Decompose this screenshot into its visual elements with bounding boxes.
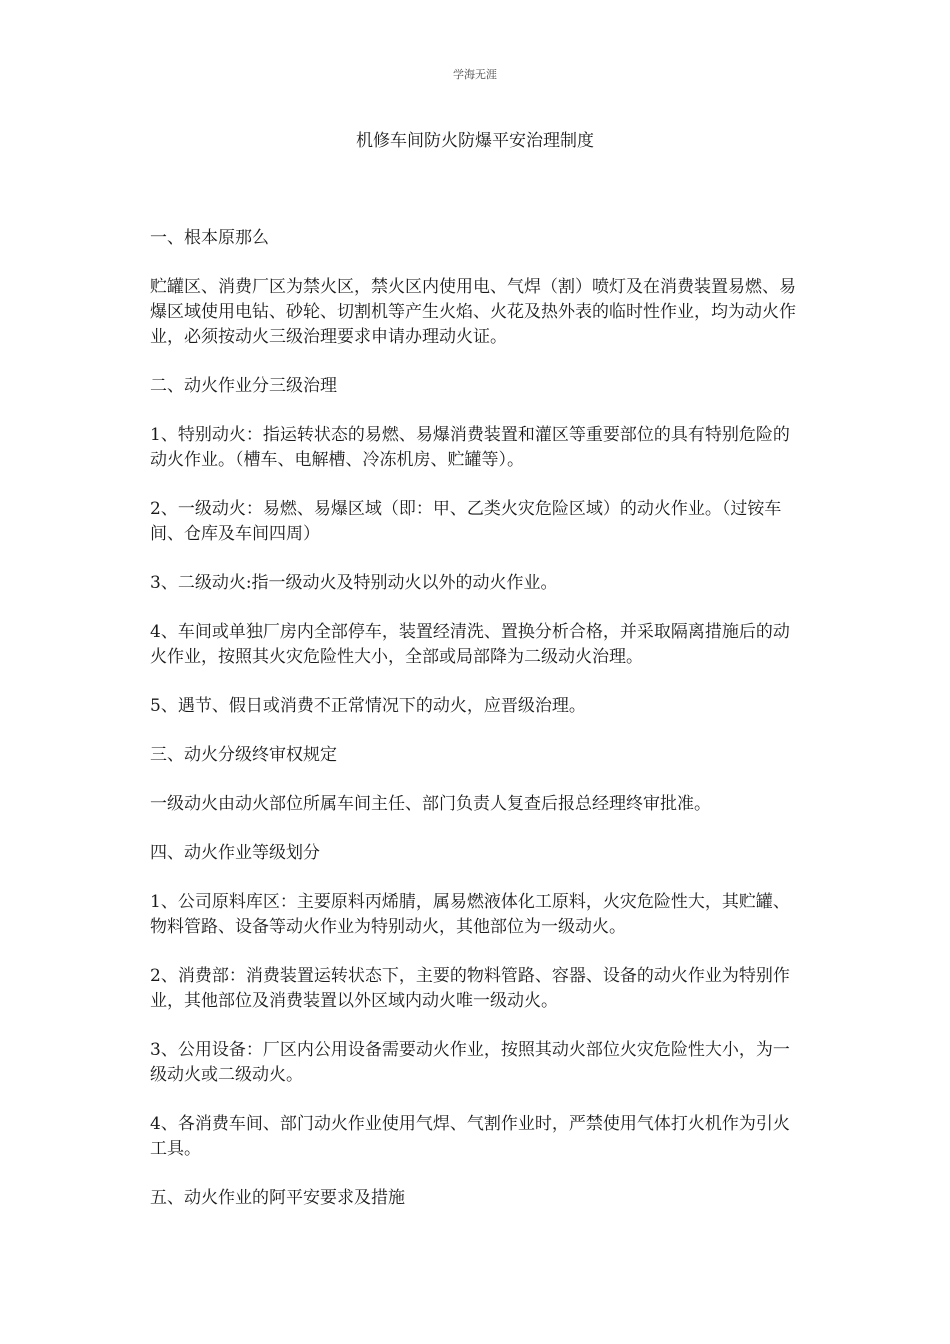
section-heading-3: 三、动火分级终审权规定	[150, 745, 337, 765]
page-header: 学海无涯	[453, 68, 497, 81]
paragraph: 一级动火由动火部位所属车间主任、部门负责人复查后报总经理终审批准。	[150, 794, 711, 814]
paragraph: 1、特别动火：指运转状态的易燃、易爆消费装置和灌区等重要部位的具有特别危险的动火作业。（槽车、电解槽、冷冻机房、贮罐等）。	[150, 425, 790, 470]
paragraph: 3、二级动火:指一级动火及特别动火以外的动火作业。	[150, 573, 558, 593]
paragraph: 3、公用设备：厂区内公用设备需要动火作业，按照其动火部位火灾危险性大小，为一级动火或二级动火。	[150, 1040, 790, 1085]
section-heading-1: 一、根本原那么	[150, 228, 269, 248]
section-heading-5: 五、动火作业的阿平安要求及措施	[150, 1188, 405, 1208]
paragraph: 4、各消费车间、部门动火作业使用气焊、气割作业时，严禁使用气体打火机作为引火工具。	[150, 1114, 790, 1159]
paragraph: 2、消费部：消费装置运转状态下，主要的物料管路、容器、设备的动火作业为特别作业，其他部位及消费装置以外区域内动火唯一级动火。	[150, 966, 790, 1011]
paragraph: 4、车间或单独厂房内全部停车，装置经清洗、置换分析合格，并采取隔离措施后的动火作业，按照其火灾危险性大小，全部或局部降为二级动火治理。	[150, 622, 790, 667]
section-heading-2: 二、动火作业分三级治理	[150, 376, 337, 396]
document-body	[150, 226, 800, 1235]
document-title: 机修车间防火防爆平安治理制度	[356, 131, 594, 151]
paragraph: 贮罐区、消费厂区为禁火区，禁火区内使用电、气焊（割）喷灯及在消费装置易燃、易爆区域使用电钻、砂轮、切割机等产生火焰、火花及热外表的临时性作业，均为动火作业，必须按动火三级治理要求申请办理动火证。	[150, 277, 796, 347]
paragraph: 2、一级动火：易燃、易爆区域（即：甲、乙类火灾危险区域）的动火作业。（过铵车间、仓库及车间四周）	[150, 499, 782, 544]
paragraph: 1、公司原料库区：主要原料丙烯腈，属易燃液体化工原料，火灾危险性大，其贮罐、物料管路、设备等动火作业为特别动火，其他部位为一级动火。	[150, 892, 790, 937]
paragraph: 5、遇节、假日或消费不正常情况下的动火，应晋级治理。	[150, 696, 586, 716]
section-heading-4: 四、动火作业等级划分	[150, 843, 320, 863]
